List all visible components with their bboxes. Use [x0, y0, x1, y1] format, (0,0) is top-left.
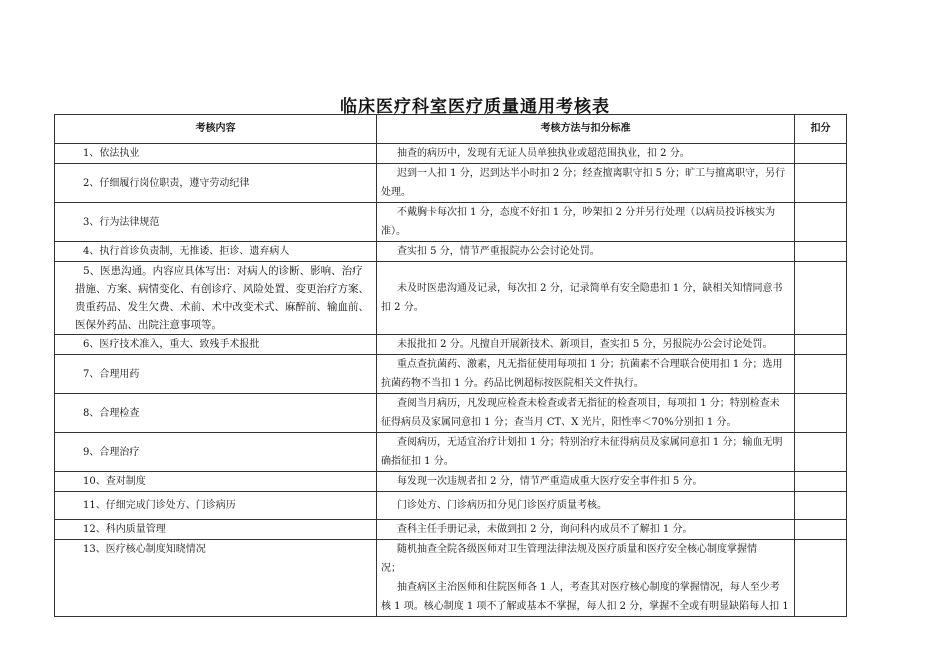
row-score[interactable]: [795, 262, 847, 335]
row-content: 7、合理用药: [55, 355, 377, 394]
row-score[interactable]: [795, 520, 847, 540]
row-method: [377, 335, 795, 355]
row-score[interactable]: [795, 540, 847, 617]
method-line: 每发现一次违规者扣 2 分，情节严重造成重大医疗安全事件扣 5 分。: [397, 476, 703, 487]
method-line: 重点查抗菌药、激素，凡无指征使用每项扣 1 分；抗菌素不合理联合使用扣 1 分；选用: [397, 359, 783, 370]
method-line: 扣 2 分。: [381, 302, 424, 313]
row-content: 8、合理检查: [55, 394, 377, 433]
method-line: 抗菌药物不当扣 1 分。药品比例超标按医院相关文件执行。: [381, 378, 644, 389]
row-method: [377, 262, 795, 335]
method-line: 确指征扣 1 分。: [381, 456, 454, 467]
table-row: [55, 164, 847, 203]
row-score[interactable]: [795, 492, 847, 520]
row-content: 1、依法执业: [55, 144, 377, 164]
method-line: 不戴胸卡每次扣 1 分，态度不好扣 1 分，吵架扣 2 分并另行处理（以病员投诉核实为: [397, 207, 776, 218]
method-line: 准）。: [381, 226, 406, 237]
row-score[interactable]: [795, 335, 847, 355]
row-method: [377, 203, 795, 242]
row-score[interactable]: [795, 242, 847, 262]
row-method: [377, 144, 795, 164]
table-row: [55, 335, 847, 355]
row-score[interactable]: [795, 394, 847, 433]
method-line: 处理。: [381, 187, 411, 198]
assessment-table: [54, 114, 847, 617]
row-content: 2、仔细履行岗位职责，遵守劳动纪律: [55, 164, 377, 203]
row-method: [377, 164, 795, 203]
method-line: 抽查的病历中，发现有无证人员单独执业或超范围执业，扣 2 分。: [397, 148, 690, 159]
row-method: [377, 540, 795, 617]
row-method: [377, 433, 795, 472]
row-method: [377, 242, 795, 262]
method-line: 随机抽查全院各级医师对卫生管理法律法规及医疗质量和医疗安全核心制度掌握情: [397, 544, 757, 555]
row-content: 6、医疗技术准入，重大、致残手术报批: [55, 335, 377, 355]
table-row: [55, 262, 847, 335]
header-content: 考核内容: [55, 115, 377, 144]
method-line: 门诊处方、门诊病历扣分见门诊医疗质量考核。: [397, 500, 607, 511]
row-score[interactable]: [795, 203, 847, 242]
table-row: [55, 203, 847, 242]
row-method: [377, 394, 795, 433]
table-row: [55, 492, 847, 520]
table-row: [55, 355, 847, 394]
row-method: [377, 472, 795, 492]
row-score[interactable]: [795, 472, 847, 492]
method-line: 查阅病历，无适宜治疗计划扣 1 分；特别治疗未征得病员及家属同意扣 1 分；输血无明: [397, 437, 783, 448]
row-score[interactable]: [795, 355, 847, 394]
table-row: [55, 242, 847, 262]
row-method: [377, 355, 795, 394]
header-score: 扣分: [795, 115, 847, 144]
table-row: [55, 433, 847, 472]
table-row: [55, 394, 847, 433]
table-body: [55, 144, 847, 617]
method-line: 查实扣 5 分，情节严重报院办公会讨论处罚。: [397, 246, 600, 257]
table-row: [55, 540, 847, 617]
row-content: 9、合理治疗: [55, 433, 377, 472]
table-row: [55, 144, 847, 164]
method-line: 未及时医患沟通及记录，每次扣 2 分，记录简单有安全隐患扣 1 分，缺相关知情同意书: [397, 283, 783, 294]
row-score[interactable]: [795, 144, 847, 164]
row-score[interactable]: [795, 164, 847, 203]
method-line: 迟到一人扣 1 分，迟到达半小时扣 2 分；经查擅离职守扣 5 分；旷工与擅离职守，另行: [397, 168, 786, 179]
table-row: [55, 472, 847, 492]
method-line: 未报批扣 2 分。凡擅自开展新技术、新项目，查实扣 5 分，另报院办公会讨论处罚。: [397, 339, 773, 350]
row-content: 3、行为法律规范: [55, 203, 377, 242]
row-content: 5、医患沟通。内容应具体写出：对病人的诊断、影响、治疗措施、方案、病情变化、有创诊疗、风险处置、变更治疗方案、贵重药品、发生欠费、术前、术中改变术式、麻醉前、输血前、医保外药品、出院注意事项等。: [55, 262, 377, 335]
method-line: 查阅当月病历，凡发现应检查未检查或者无指征的检查项目，每项扣 1 分；特别检查未: [397, 398, 780, 409]
row-content: 12、科内质量管理: [55, 520, 377, 540]
row-score[interactable]: [795, 433, 847, 472]
method-line: 况；: [381, 563, 401, 574]
method-line: 征得病员及家属同意扣 1 分；查当月 CT、X 光片，阳性率＜70%分别扣 1 分。: [381, 417, 737, 428]
method-line: 核 1 项。核心制度 1 项不了解或基本不掌握，每人扣 2 分，掌握不全或有明显缺陷每人扣 1: [381, 601, 789, 612]
row-method: [377, 492, 795, 520]
row-content: 10、查对制度: [55, 472, 377, 492]
method-line: 抽查病区主治医师和住院医师各 1 人，考查其对医疗核心制度的掌握情况，每人至少考: [397, 582, 780, 593]
document-title: 临床医疗科室医疗质量通用考核表: [340, 97, 610, 117]
row-content: 4、执行首诊负责制，无推诿、拒诊、遗弃病人: [55, 242, 377, 262]
row-content: 13、医疗核心制度知晓情况: [55, 540, 377, 617]
row-method: [377, 520, 795, 540]
table-header-row: [55, 115, 847, 144]
header-method: 考核方法与扣分标准: [377, 115, 795, 144]
method-line: 查科主任手册记录，未做到扣 2 分，询问科内成员不了解扣 1 分。: [397, 524, 693, 535]
row-content: 11、仔细完成门诊处方、门诊病历: [55, 492, 377, 520]
table-row: [55, 520, 847, 540]
